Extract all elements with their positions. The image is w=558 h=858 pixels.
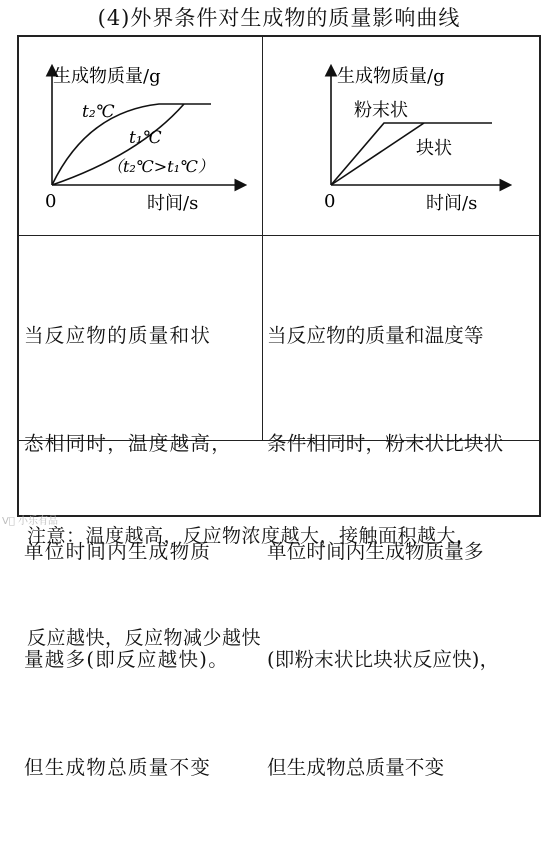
watermark: V⃝ 小乐有品 — [2, 516, 59, 527]
note — [27, 451, 476, 723]
row-divider — [19, 235, 539, 236]
series-label-block: 块状 — [416, 138, 452, 159]
text-line: 单位时间内生成物质 — [24, 540, 212, 563]
text-line: (即粉末状比块状反应快)， — [267, 648, 500, 671]
condition-note: （t₂℃>t₁℃） — [107, 157, 214, 176]
text-line: 条件相同时，粉末状比块状 — [267, 432, 504, 455]
series-label-t2: t₂℃ — [82, 102, 115, 122]
temperature-chart — [19, 37, 259, 233]
x-axis-label: 时间/s — [426, 193, 478, 214]
origin-label: 0 — [324, 191, 336, 212]
text-line: 但生成物总质量不变 — [267, 756, 445, 779]
y-axis-label: 生成物质量/g — [337, 66, 445, 87]
series-label-powder: 粉末状 — [354, 100, 408, 121]
series-line-block — [331, 123, 424, 185]
y-axis-label: 生成物质量/g — [53, 66, 161, 87]
column-divider — [262, 37, 263, 440]
note-line: 反应越快，反应物减少越快 — [27, 627, 262, 649]
text-line: 量越多(即反应越快)。 — [24, 648, 230, 671]
x-axis-label: 时间/s — [147, 193, 199, 214]
text-line: 态相同时，温度越高， — [24, 432, 233, 455]
note-line: 注意：温度越高，反应物浓度越大，接触面积越大， — [27, 525, 476, 547]
text-line: 单位时间内生成物质量多 — [267, 540, 484, 563]
series-label-t1: t₁℃ — [129, 128, 162, 148]
page-title: (4)外界条件对生成物的质量影响曲线 — [97, 6, 461, 30]
text-line: 当反应物的质量和状 — [24, 324, 212, 347]
origin-label: 0 — [45, 191, 57, 212]
particle-size-chart — [264, 37, 542, 233]
text-line: 当反应物的质量和温度等 — [267, 324, 484, 347]
text-line: 但生成物总质量不变 — [24, 756, 212, 779]
series-line-powder — [331, 123, 492, 185]
